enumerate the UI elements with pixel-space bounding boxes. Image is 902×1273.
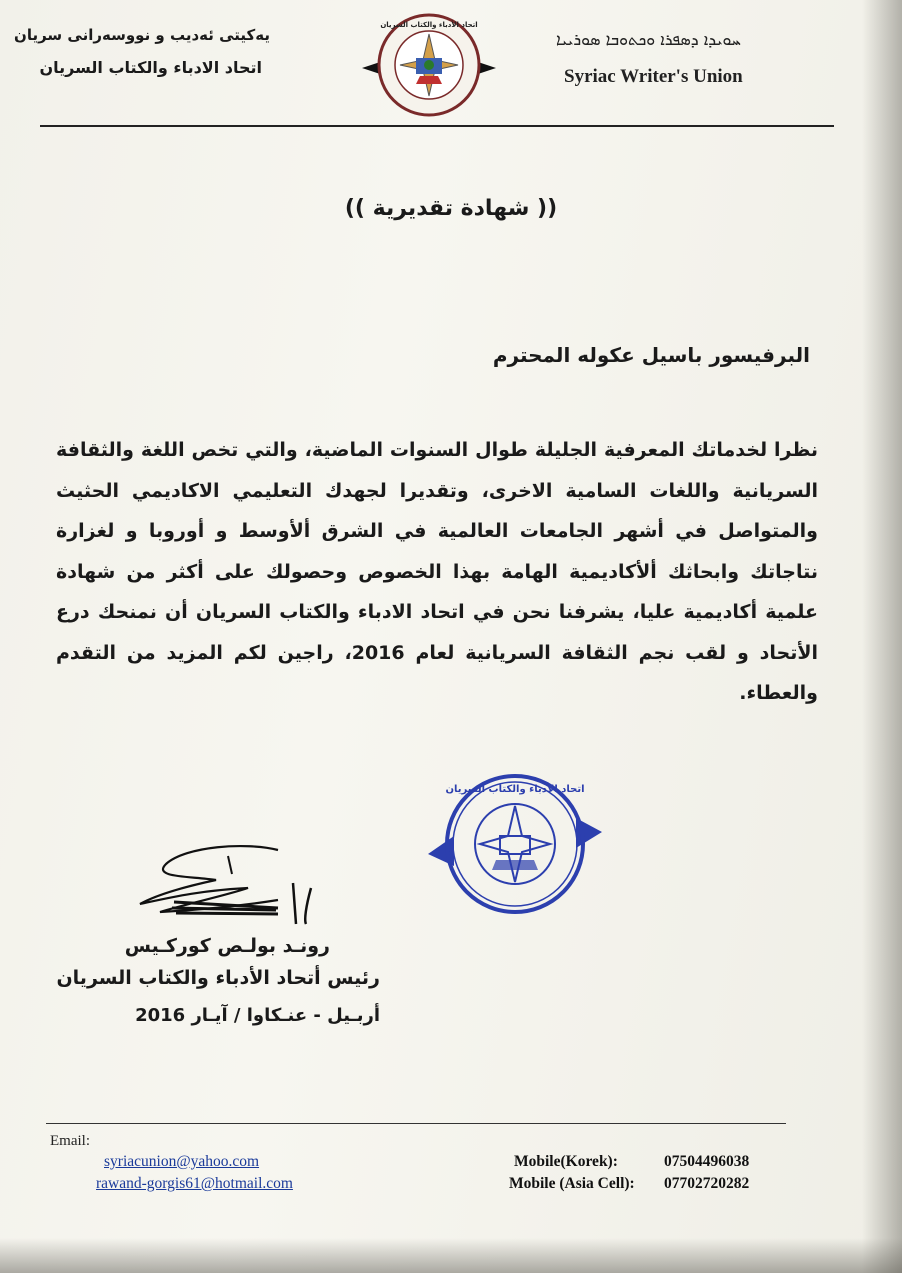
phone-number-asiacell: 07702720282: [664, 1175, 750, 1192]
email-label: Email:: [50, 1133, 90, 1149]
phone-label-korek: Mobile(Korek):: [514, 1153, 618, 1170]
footer-divider: [46, 1123, 786, 1124]
page-edge-shadow: [862, 0, 902, 1273]
header-arabic-name: اتحاد الادباء والكتاب السريان: [39, 58, 262, 77]
header-english-name: Syriac Writer's Union: [564, 66, 743, 87]
phone-label-asiacell: Mobile (Asia Cell):: [509, 1175, 635, 1192]
stamp-text: اتحاد الأدباء والكتاب السريان: [445, 784, 585, 795]
email-link-yahoo[interactable]: syriacunion@yahoo.com: [104, 1153, 260, 1170]
union-stamp: [424, 766, 606, 921]
header-kurdish-name: یەکیتی ئەدیب و نووسەرانی سریان: [14, 26, 270, 44]
signatory-name: رونـد بولـص كوركـيس: [124, 935, 330, 957]
certificate-title: (( شهادة تقديرية )): [344, 196, 558, 221]
logo-text-top: اتحاد الأدباء والكتاب السريان: [380, 21, 478, 29]
union-logo: [354, 10, 504, 120]
phone-number-korek: 07504496038: [664, 1153, 750, 1170]
signature-date: أربـيل - عنـكاوا / آيـار 2016: [135, 1005, 380, 1026]
email-link-hotmail[interactable]: rawand-gorgis61@hotmail.com: [96, 1175, 293, 1192]
certificate-body: نظرا لخدماتك المعرفية الجليلة طوال السنوات الماضية، والتي تخص اللغة والثقافة السريانية واللغات السامية الاخرى، وتقديرا لجهدك التعليمي الاكاديمي الحثيث والمتواصل في أشهر الجامعات العالمية في الشرق ألأوسط و أوروبا و لغزارة نتاجاتك وابحاثك ألأكاديمية الهامة بهذا الخصوص وحصولك على أكثر من شهادة علمية أكاديمية عليا، يشرفنا نحن في اتحاد الادباء والكتاب السريان أن نمنحك درع الأتحاد و لقب نجم الثقافة السريانية لعام 2016، راجين لكم المزيد من التقدم والعطاء.: [56, 439, 818, 704]
signatory-role: رئيس أتحاد الأدباء والكتاب السريان: [56, 967, 380, 989]
header-syriac-name: ܚܘܝܕܐ ܕܣܦܪܐ ܘܟܬܘܒܐ ܣܘܪܝܝܐ: [556, 30, 741, 49]
header-divider: [40, 125, 834, 127]
page-bottom-shadow: [0, 1238, 902, 1273]
recipient-name: البرفيسور باسيل عكوله المحترم: [492, 343, 810, 367]
signature: [128, 838, 328, 928]
